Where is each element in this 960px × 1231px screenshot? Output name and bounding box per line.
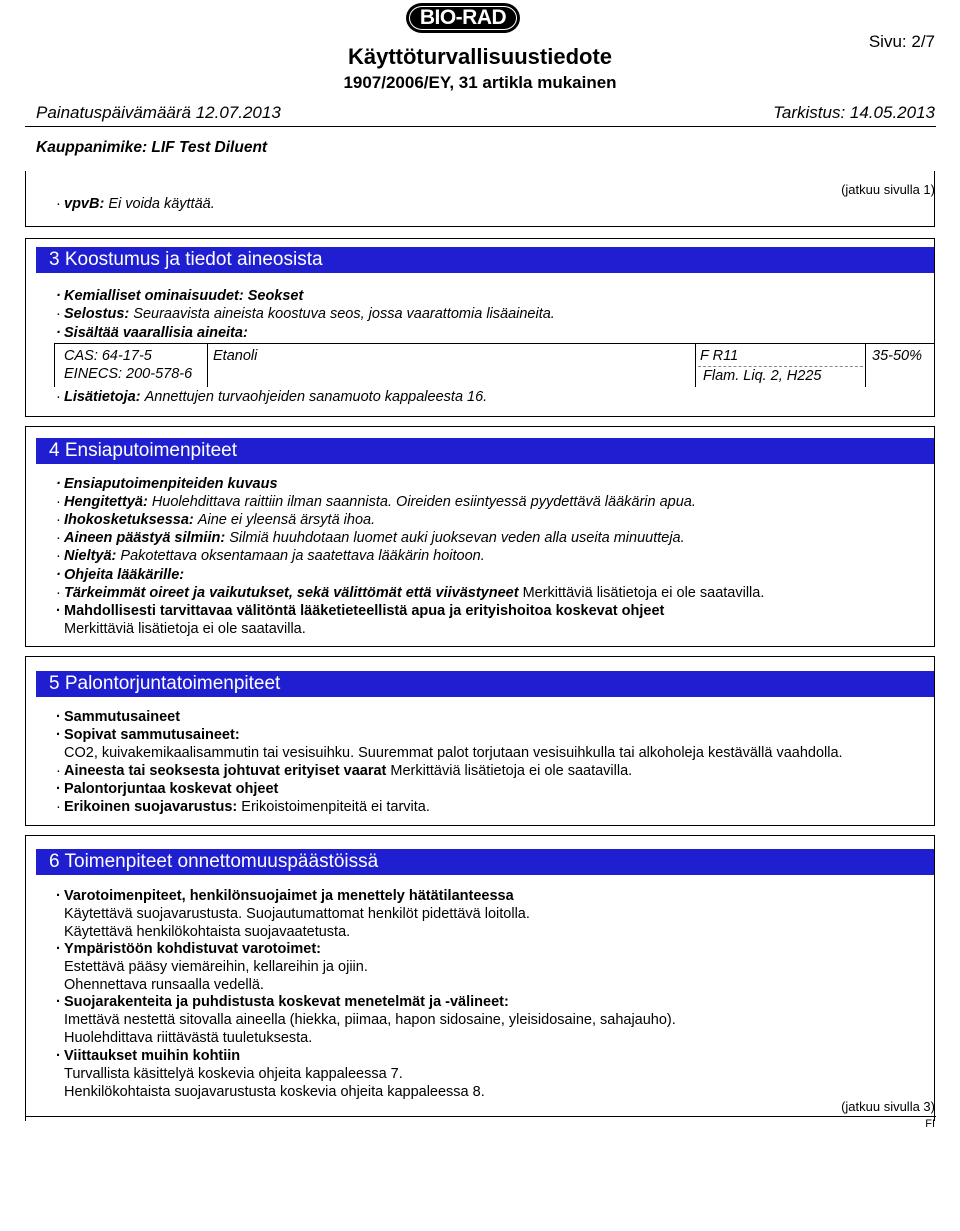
ingestion-line: · Nieltyä: Pakotettava oksentamaan ja saatettava lääkärin hoitoon. [56, 548, 485, 564]
extinguishing-media-line: · Sammutusaineet [56, 709, 181, 725]
bio-rad-logo [406, 3, 520, 33]
suitable-media-value: CO2, kuivakemikaalisammutin tai vesisuihku. Suuremmat palot torjutaan vesisuihkulla tai alkoholeja kestävällä vaahdolla. [64, 745, 843, 761]
protective-equipment-label: Erikoinen suojavarustus: [64, 799, 238, 815]
component-einecs: EINECS: 200-578-6 [64, 366, 193, 382]
chem-label: Kemialliset ominaisuudet: Seokset [64, 288, 304, 304]
inhalation-line: · Hengitettyä: Huolehdittava raittiin ilman saannista. Oireiden esiintyessä pyydettävä lääkärin apua. [56, 494, 696, 510]
first-aid-description: · Ensiaputoimenpiteiden kuvaus [56, 476, 278, 492]
precautions-text-2: Käytettävä henkilökohtaista suojavaatetusta. [64, 924, 351, 940]
symptoms-value: Merkittäviä lisätietoja ei ole saatavilla. [522, 585, 765, 601]
reference-text-1: Turvallista käsittelyä koskevia ohjeita kappaleessa 7. [64, 1066, 403, 1082]
ingestion-value: Pakotettava oksentamaan ja saatettava lääkärin hoitoon. [120, 548, 485, 564]
firefighting-advice-label: Palontorjuntaa koskevat ohjeet [64, 781, 279, 797]
component-concentration: 35-50% [872, 348, 922, 364]
skin-contact-line: · Ihokosketuksessa: Aine ei yleensä ärsytä ihoa. [56, 512, 376, 528]
component-name: Etanoli [213, 348, 258, 364]
containment-text-1: Imettävä nestettä sitovalla aineella (hiekka, piimaa, hapon sidosaine, yleisidosaine, sahajauho). [64, 1012, 676, 1028]
header-divider [25, 126, 936, 127]
description-value: Seuraavista aineista koostuva seos, jossa vaarattomia lisäaineita. [133, 306, 555, 322]
description-line: · Selostus: Seuraavista aineista koostuva seos, jossa vaarattomia lisäaineita. [56, 306, 555, 322]
document-subtitle: 1907/2006/EY, 31 artikla mukainen [343, 73, 617, 92]
additional-info-value: Annettujen turvaohjeiden sanamuoto kappaleesta 16. [144, 389, 488, 405]
firefighting-advice-line: · Palontorjuntaa koskevat ohjeet [56, 781, 279, 797]
hazardous-line: · Sisältää vaarallisia aineita: [56, 325, 248, 341]
revision-date: Tarkistus: 14.05.2013 [773, 103, 935, 122]
ingestion-label: Nieltyä: [64, 548, 117, 564]
additional-info-line: · Lisätietoja: Annettujen turvaohjeiden sanamuoto kappaleesta 16. [56, 389, 488, 405]
first-aid-label: Ensiaputoimenpiteiden kuvaus [64, 476, 278, 492]
symptoms-line: · Tärkeimmät oireet ja vaikutukset, sekä välittömät että viivästyneet Merkittäviä lisätietoja ei ole saatavilla. [56, 585, 765, 601]
symptoms-label: Tärkeimmät oireet ja vaikutukset, sekä välittömät että viivästyneet [64, 585, 519, 601]
doctor-info-line: · Ohjeita lääkärille: [56, 567, 185, 583]
language-code: FI [925, 1118, 935, 1130]
immediate-care-value: Merkittäviä lisätietoja ei ole saatavilla. [64, 621, 306, 637]
continued-to: (jatkuu sivulla 3) [841, 1099, 935, 1114]
inhalation-label: Hengitettyä: [64, 494, 148, 510]
page-number: Sivu: 2/7 [868, 32, 935, 51]
environmental-text-2: Ohennettava runsaalla vedellä. [64, 977, 264, 993]
component-classification-2: Flam. Liq. 2, H225 [703, 368, 822, 384]
section-3-heading: 3 Koostumus ja tiedot aineosista [36, 247, 934, 273]
reference-text-2: Henkilökohtaista suojavarustusta koskevia ohjeita kappaleessa 8. [64, 1084, 485, 1100]
section-5-heading: 5 Palontorjuntatoimenpiteet [36, 671, 934, 697]
section-4-heading: 4 Ensiaputoimenpiteet [36, 438, 934, 464]
print-date: Painatuspäivämäärä 12.07.2013 [36, 103, 281, 122]
extinguishing-media-label: Sammutusaineet [64, 709, 181, 725]
logo-text: BIO-RAD [419, 6, 507, 29]
precautions-line: · Varotoimenpiteet, henkilönsuojaimet ja menettely hätätilanteessa [56, 888, 514, 904]
environmental-label: Ympäristöön kohdistuvat varotoimet: [64, 941, 322, 957]
inhalation-value: Huolehdittava raittiin ilman saannista. Oireiden esiintyessä pyydettävä lääkärin apua. [151, 494, 696, 510]
environmental-text-1: Estettävä pääsy viemäreihin, kellareihin ja ojiin. [64, 959, 368, 975]
special-hazards-value: Merkittäviä lisätietoja ei ole saatavilla. [390, 763, 633, 779]
skin-contact-value: Aine ei yleensä ärsytä ihoa. [197, 512, 376, 528]
vpvb-value: Ei voida käyttää. [108, 196, 215, 212]
additional-info-label: Lisätietoja: [64, 389, 141, 405]
reference-label: Viittaukset muihin kohtiin [64, 1048, 241, 1064]
eye-contact-line: · Aineen päästyä silmiin: Silmiä huuhdotaan luomet auki juoksevan veden alla useita minuutteja. [56, 530, 685, 546]
precautions-text-1: Käytettävä suojavarustusta. Suojautumattomat henkilöt pidettävä loitolla. [64, 906, 530, 922]
vpvb-line: · vpvB: Ei voida käyttää. [56, 196, 215, 212]
vpvb-label: vpvB: [64, 196, 105, 212]
environmental-line: · Ympäristöön kohdistuvat varotoimet: [56, 941, 322, 957]
section-6-heading: 6 Toimenpiteet onnettomuuspäästöissä [36, 849, 934, 875]
suitable-media-label: Sopivat sammutusaineet: [64, 727, 240, 743]
document-title: Käyttöturvallisuustiedote [347, 44, 613, 69]
containment-line: · Suojarakenteita ja puhdistusta koskevat menetelmät ja -välineet: [56, 994, 509, 1010]
eye-contact-label: Aineen päästyä silmiin: [64, 530, 226, 546]
containment-text-2: Huolehdittava riittävästä tuuletuksesta. [64, 1030, 313, 1046]
immediate-care-line: · Mahdollisesti tarvittavaa välitöntä lääketieteellistä apua ja erityishoitoa koskevat ohjeet [56, 603, 665, 619]
doctor-info-label: Ohjeita lääkärille: [64, 567, 185, 583]
component-classification-1: F R11 [700, 348, 739, 364]
trade-name: Kauppanimike: LIF Test Diluent [36, 139, 268, 156]
immediate-care-label: Mahdollisesti tarvittavaa välitöntä lääketieteellistä apua ja erityishoitoa koskevat ohjeet [64, 603, 665, 619]
component-cas: CAS: 64-17-5 [64, 348, 152, 364]
containment-label: Suojarakenteita ja puhdistusta koskevat menetelmät ja -välineet: [64, 994, 509, 1010]
precautions-label: Varotoimenpiteet, henkilönsuojaimet ja menettely hätätilanteessa [64, 888, 514, 904]
description-label: Selostus: [64, 306, 130, 322]
skin-contact-label: Ihokosketuksessa: [64, 512, 194, 528]
continued-from: (jatkuu sivulla 1) [841, 182, 935, 197]
special-hazards-line: · Aineesta tai seoksesta johtuvat erityiset vaarat Merkittäviä lisätietoja ei ole saatavilla. [56, 763, 633, 779]
eye-contact-value: Silmiä huuhdotaan luomet auki juoksevan veden alla useita minuutteja. [229, 530, 685, 546]
hazardous-label: Sisältää vaarallisia aineita: [64, 325, 248, 341]
footer-divider [25, 1116, 936, 1117]
special-hazards-label: Aineesta tai seoksesta johtuvat erityiset vaarat [64, 763, 387, 779]
reference-line: · Viittaukset muihin kohtiin [56, 1048, 241, 1064]
suitable-media-line: · Sopivat sammutusaineet: [56, 727, 240, 743]
protective-equipment-line: · Erikoinen suojavarustus: Erikoistoimenpiteitä ei tarvita. [56, 799, 430, 815]
protective-equipment-value: Erikoistoimenpiteitä ei tarvita. [241, 799, 430, 815]
chem-characterization: · Kemialliset ominaisuudet: Seokset [56, 288, 304, 304]
